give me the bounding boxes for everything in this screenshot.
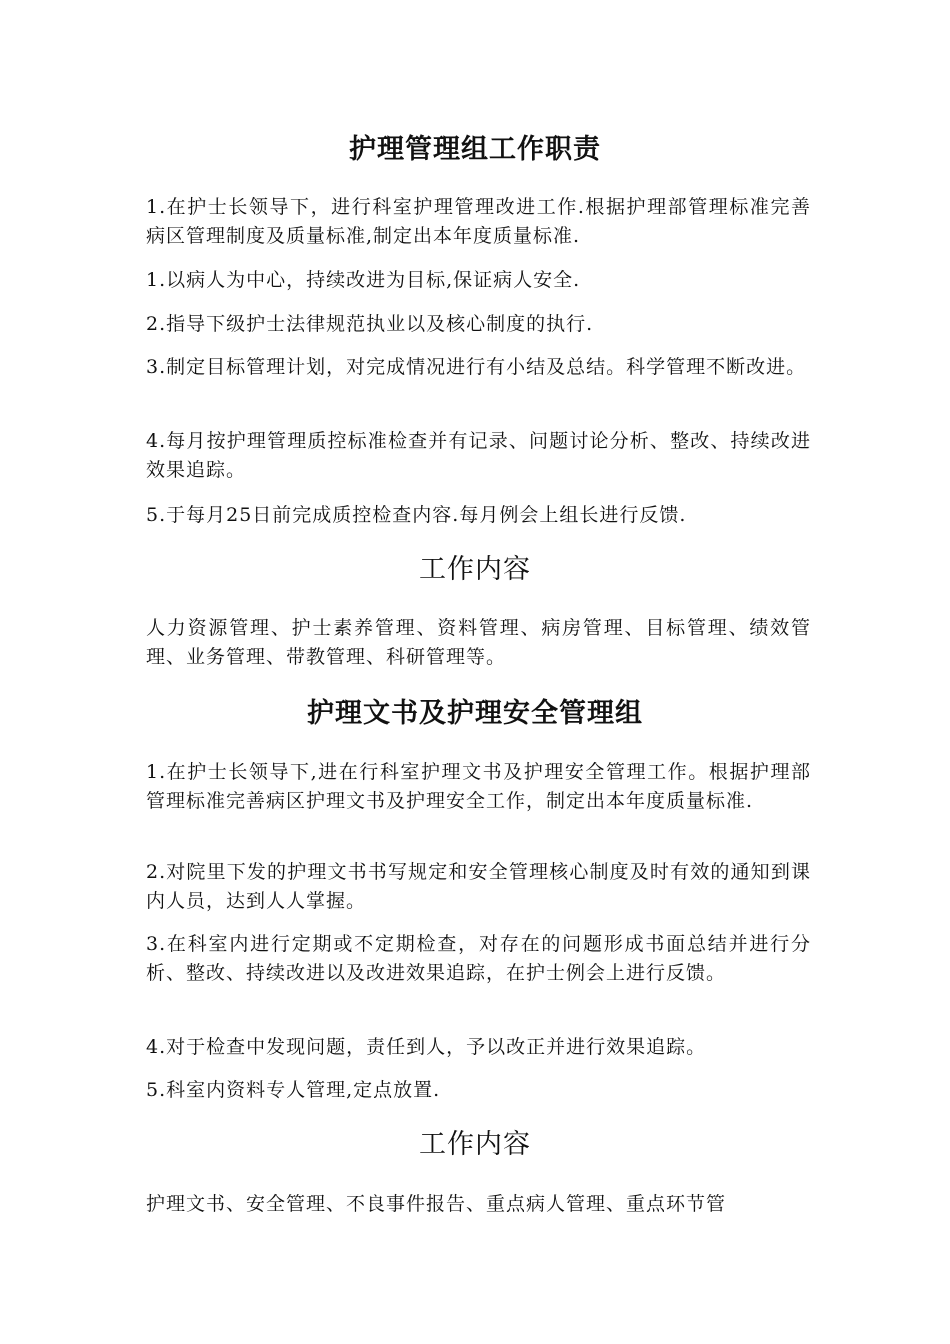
paragraph: 3.制定目标管理计划，对完成情况进行有小结及总结。科学管理不断改进。 [146, 356, 807, 378]
paragraph: 5.于每月25日前完成质控检查内容.每月例会上组长进行反馈. [146, 504, 687, 526]
paragraph: 护理文书、安全管理、不良事件报告、重点病人管理、重点环节管 [146, 1193, 727, 1215]
paragraph: 2.对院里下发的护理文书书写规定和安全管理核心制度及时有效的通知到课内人员，达到人人掌握。 [146, 861, 811, 912]
paragraph: 4.每月按护理管理质控标准检查并有记录、问题讨论分析、整改、持续改进效果追踪。 [146, 430, 811, 481]
section-title-nursing-documents-safety: 护理文书及护理安全管理组 [307, 698, 643, 729]
paragraph: 4.对于检查中发现问题，责任到人，予以改正并进行效果追踪。 [146, 1036, 707, 1058]
section-title-work-content: 工作内容 [419, 554, 531, 585]
section-title-nursing-management: 护理管理组工作职责 [349, 134, 601, 165]
paragraph: 5.科室内资料专人管理,定点放置. [146, 1079, 441, 1101]
paragraph: 2.指导下级护士法律规范执业以及核心制度的执行. [146, 313, 594, 335]
paragraph: 1.在护士长领导下，进行科室护理管理改进工作.根据护理部管理标准完善病区管理制度及质量标准,制定出本年度质量标准. [146, 196, 811, 247]
paragraph: 1.在护士长领导下,进在行科室护理文书及护理安全管理工作。根据护理部管理标准完善病区护理文书及护理安全工作，制定出本年度质量标准. [146, 761, 811, 812]
paragraph: 人力资源管理、护士素养管理、资料管理、病房管理、目标管理、绩效管理、业务管理、带教管理、科研管理等。 [146, 617, 811, 668]
section-title-work-content: 工作内容 [419, 1129, 531, 1160]
paragraph: 3.在科室内进行定期或不定期检查，对存在的问题形成书面总结并进行分析、整改、持续改进以及改进效果追踪，在护士例会上进行反馈。 [146, 933, 811, 984]
paragraph: 1.以病人为中心，持续改进为目标,保证病人安全. [146, 269, 581, 291]
